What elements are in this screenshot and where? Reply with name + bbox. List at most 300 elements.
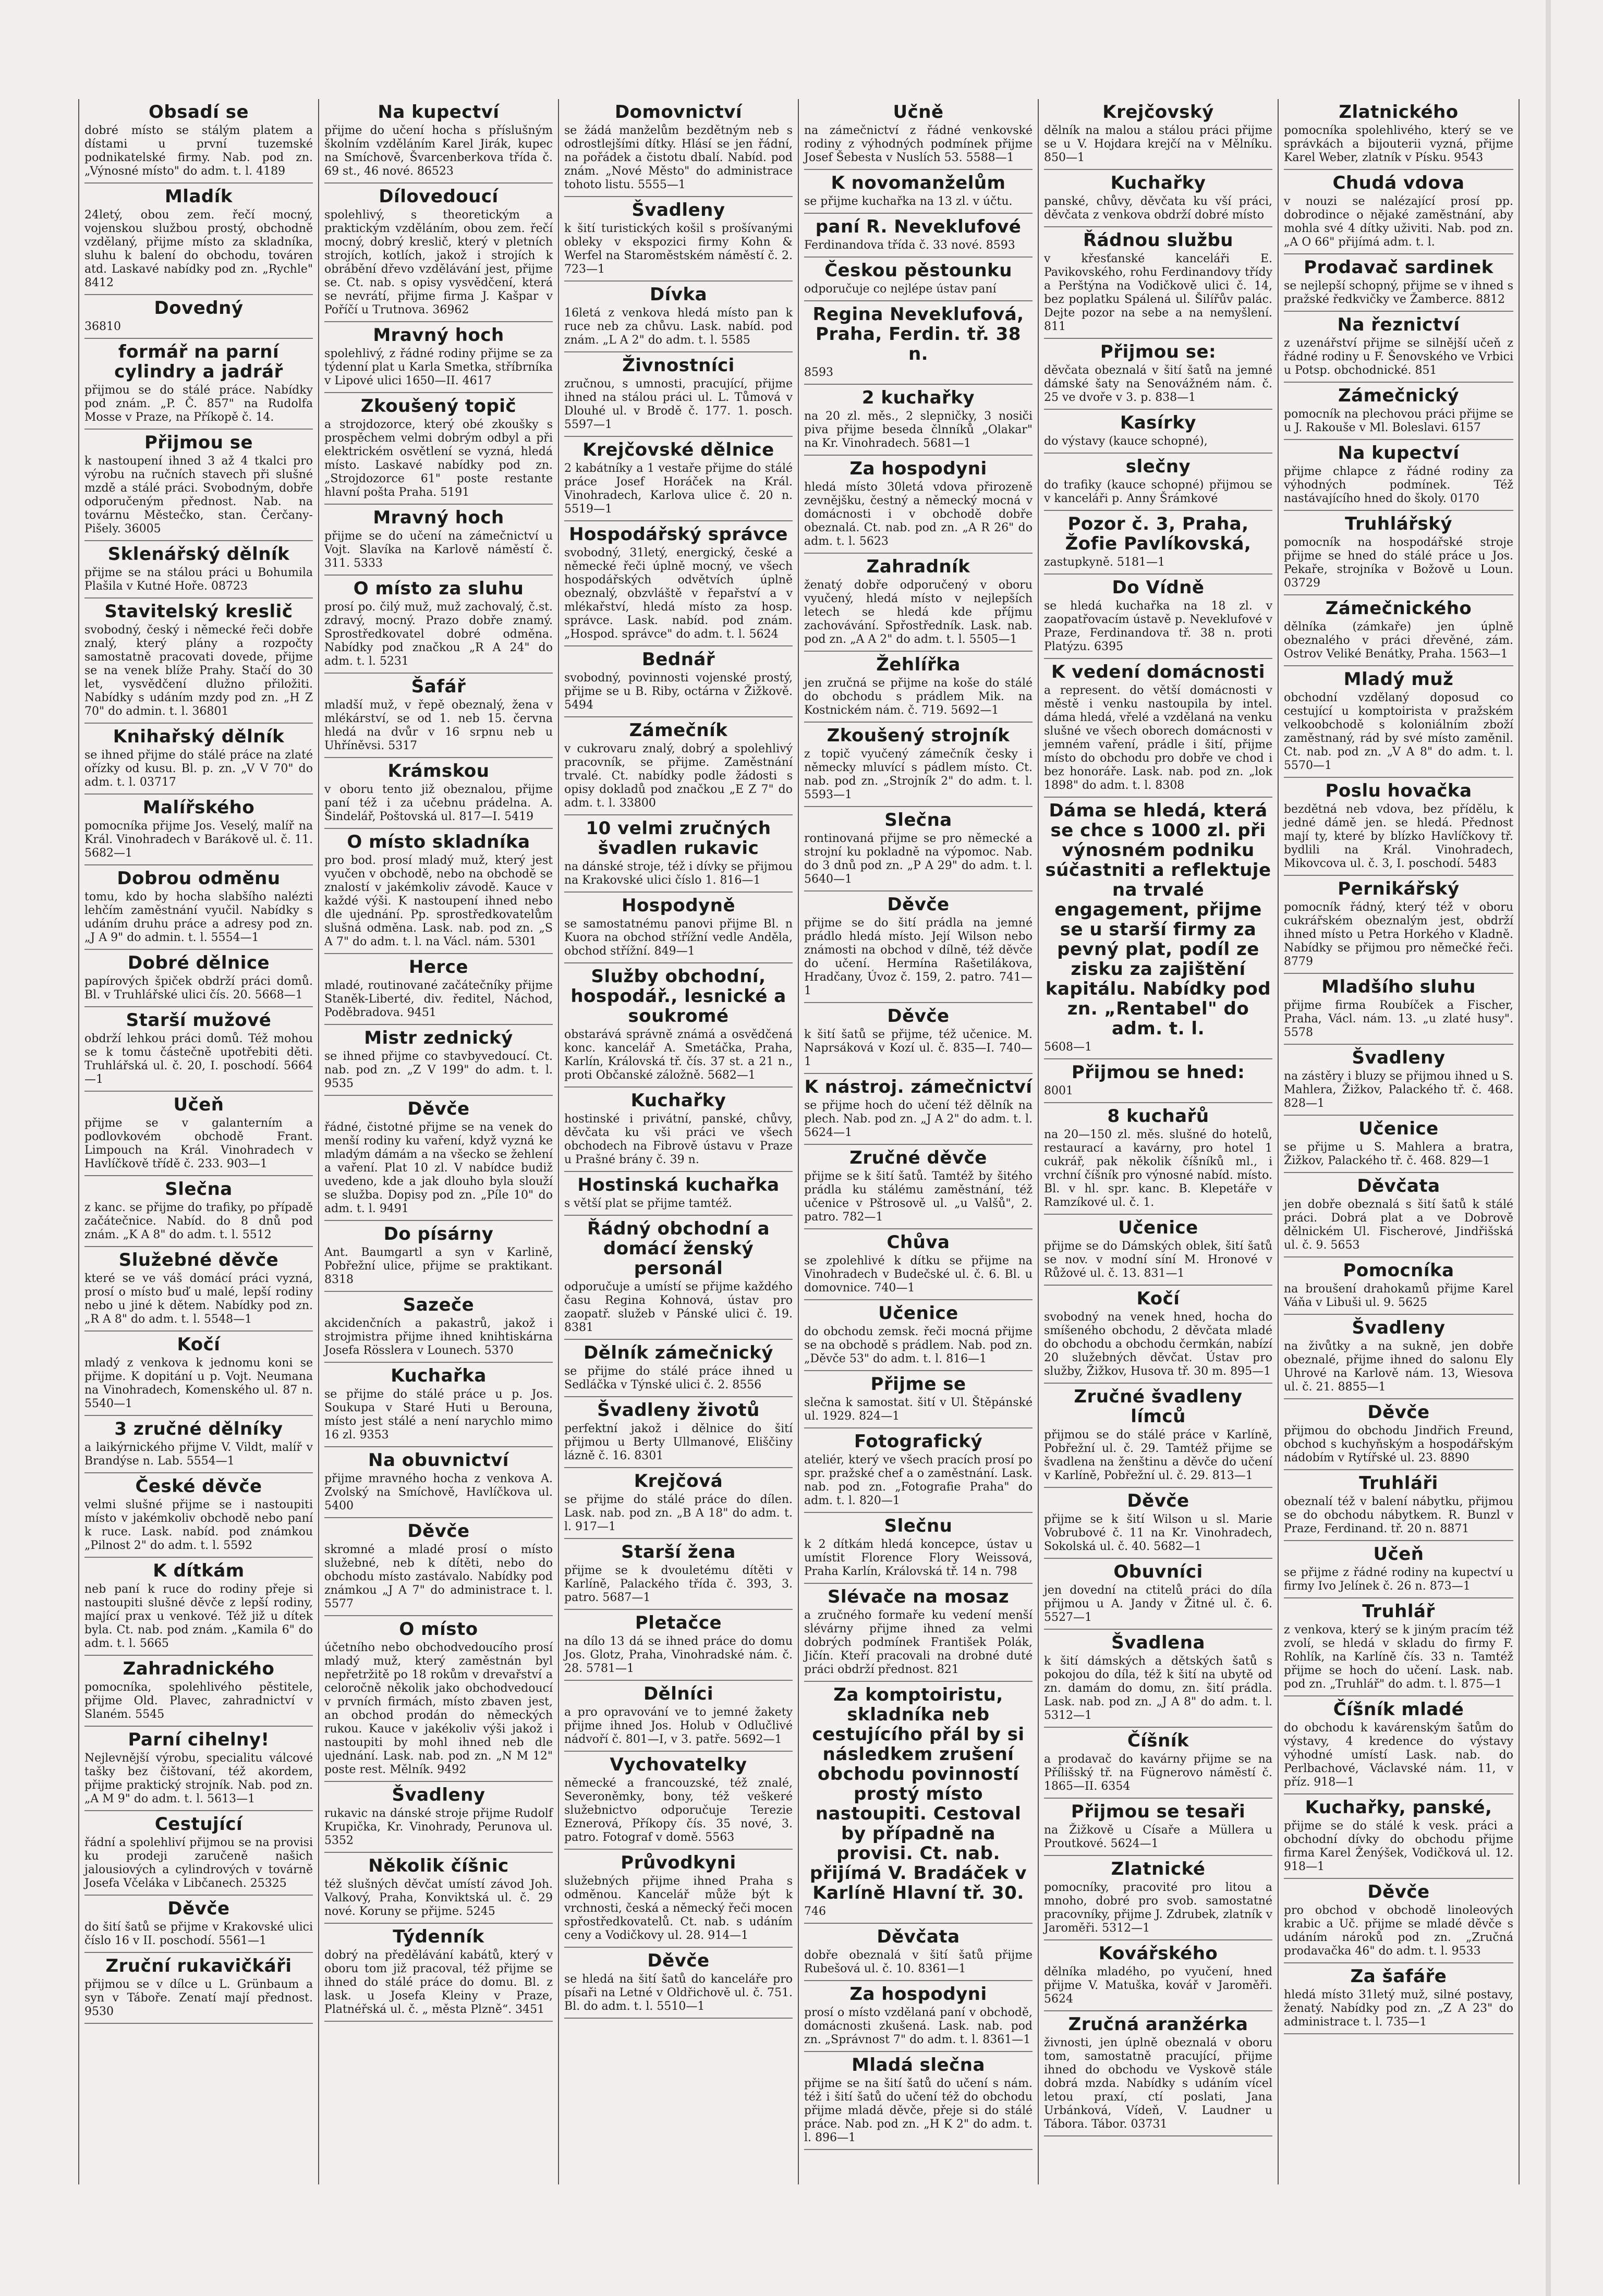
ad-text: Ant. Baumgartl a syn v Karlině, Pobřežní ulice, přijme se praktikant. 8318 bbox=[324, 1246, 553, 1286]
classified-ad bbox=[324, 184, 553, 322]
classified-ad bbox=[564, 1539, 793, 1610]
classified-ad bbox=[1044, 227, 1272, 339]
ad-text: 5608—1 bbox=[1044, 1041, 1092, 1054]
ad-heading: Řádnou službu bbox=[1083, 230, 1233, 251]
ad-text: na broušení drahokamů přijme Karel Váňa v Libuši ul. 9. 5625 bbox=[1284, 1283, 1513, 1309]
ad-text: tomu, kdo by hocha slabšího nalézti lehčím zaměstnání vyučil. Nabídky s udáním druhu práce a adresy pod zn. „J A 9" do admin. t. l. 5554—1 bbox=[84, 890, 313, 944]
classified-ad bbox=[804, 1682, 1033, 1924]
ad-text: akcidenčních a pakastrů, jakož i strojmistra přijme ihned knihtiskárna Josefa Rösslera v Lounech. 5370 bbox=[324, 1317, 553, 1357]
ad-heading: Dáma se hledá, která se chce s 1000 zl. při výnosném podniku súčastniti a reflektuje na trvalé engagement, přijme se u starší firmy za pevný plat, podíl ze zisku za zajištění kapitálu. Nabídky pod zn. „Rentabel" do adm. t. l. bbox=[1045, 800, 1271, 1039]
ad-text: dobrý na předělávání kabátů, který v oboru tom již pracoval, též přijme se ihned do stálé práce do domu. Bl. z lask. u Josefa Kleiny v Praze, Platnéřská ul. č. „ města Plzně“. 3451 bbox=[324, 1949, 553, 2016]
ad-heading: Na kupectví bbox=[378, 102, 500, 123]
ad-heading: Hospodářský správce bbox=[569, 524, 788, 545]
ad-heading: Fotografický bbox=[854, 1431, 983, 1452]
classified-ad bbox=[324, 1363, 553, 1447]
classified-ad bbox=[84, 1092, 313, 1176]
ad-text: na 20 zl. měs., 2 slepničky, 3 nosiči piva přijme beseda člnníků „Olakar" na Kr. Vinohradech. 5681—1 bbox=[804, 410, 1033, 450]
ad-text: se přijme do stálé práce u p. Jos. Soukupa v Staré Huti u Berouna, místo jest stálé a není narychlo mimo 16 zl. 9353 bbox=[324, 1388, 553, 1442]
classified-ad bbox=[324, 758, 553, 829]
ad-text: mladý z venkova k jednomu koni se přijme. K dopitání u p. Vojt. Neumana na Vinohradech, Komenského ul. 87 n. 5540—1 bbox=[84, 1357, 313, 1410]
ad-heading: Hospodyně bbox=[621, 895, 735, 916]
classified-ad bbox=[804, 1513, 1033, 1584]
ad-text: ženatý dobře odporučený v oboru vyučený, hledá místo v nejlepších letech se hledá kde příjmu zachovávání. Spřostředník. Lask. nab. pod zn. „A A 2" do adm. t. l. 5505—1 bbox=[804, 579, 1033, 646]
classified-ad bbox=[1044, 1488, 1272, 1559]
ad-text: služebných přijme ihned Praha s odměnou. Kancelář může být k vrchnosti, česká a německý řeči mocen spřostředkovatelů. Ct. nab. s udáním ceny a Vodičkovy ul. 28. 914—1 bbox=[564, 1875, 793, 1942]
classified-ad bbox=[1284, 1879, 1513, 1963]
ad-heading: Sklenářský dělník bbox=[107, 544, 290, 565]
ad-text: přijme do učení hocha s příslušným školním vzděláním Karel Jirák, kupec na Smíchově, Švarcenberkova třída č. 69 st., 46 nové. 86523 bbox=[324, 124, 553, 178]
classified-ad bbox=[1284, 1963, 1513, 2034]
ad-text: perfektní jakož i dělnice do šití přijmou u Berty Ullmanové, Eliščiny lázně č. 16. 8301 bbox=[564, 1422, 793, 1462]
classified-ad bbox=[804, 1229, 1033, 1300]
ad-text: přijme firma Roubíček a Fischer, Praha, Václ. nám. 13. „u zlaté husy". 5578 bbox=[1284, 999, 1513, 1039]
classified-ad bbox=[564, 1340, 793, 1397]
classified-ad bbox=[564, 893, 793, 963]
classified-ad bbox=[324, 954, 553, 1025]
classified-ad bbox=[804, 2052, 1033, 2150]
ad-text: k šití dámských a dětských šatů s pokojou do díla, též k šití na ubytě od zn. damám do domu, zn. šití prádla. Lask. nab. pod zn. „J A 8" do adm. t. l. 5312—1 bbox=[1044, 1655, 1272, 1722]
ad-heading: Zlatnické bbox=[1111, 1859, 1206, 1879]
ad-text: se přijme hoch do učení též dělník na plech. Nab. pod zn. „J A 2" do adm. t. l. 5624—1 bbox=[804, 1099, 1033, 1139]
ad-heading: Zámečník bbox=[629, 720, 728, 741]
ad-text: přijme se do stálé k vesk. práci a obchodní dívky do obchodu přijme firma Karel Ženýšek, Vodičková ul. 12. 918—1 bbox=[1284, 1819, 1513, 1873]
ad-heading: Zahradnického bbox=[123, 1658, 275, 1679]
ad-text: 2 kabátníky a 1 vestaře přijme do stálé práce Josef Horáček na Král. Vinohradech, Karlova ulice č. 20 n. 5519—1 bbox=[564, 462, 793, 516]
ad-text: dobře obeznalá v šití šatů přijme Rubešová ul. č. 10. 8361—1 bbox=[804, 1949, 1033, 1975]
ad-heading: Zruční rukavičkáři bbox=[105, 1956, 292, 1976]
ad-heading: Švadleny bbox=[392, 1785, 485, 1805]
classified-ad bbox=[324, 1221, 553, 1292]
ad-text: z topič vyučený zámečník česky i německy mluvící s pádlem místo. Ct. nab. pod zn. „Strojník 2" do adm. t. l. 5593—1 bbox=[804, 748, 1033, 801]
ad-text: přijmou se do stálé práce v Karlíně, Pobřežní ul. č. 29. Tamtéž přijme se švadlena na ženštinu a děvče do učení v Karlíně, Pobřežní ul. č. 29. 813—1 bbox=[1044, 1428, 1272, 1482]
classified-ad bbox=[564, 521, 793, 646]
classified-ad bbox=[1284, 876, 1513, 974]
ad-text: panské, chůvy, děvčata ku vší práci, děvčata z venkova obdrží dobré místo bbox=[1044, 195, 1272, 222]
classified-ad bbox=[84, 295, 313, 339]
ad-heading: Obsadí se bbox=[148, 102, 249, 123]
classified-ad bbox=[564, 1468, 793, 1539]
classified-ad bbox=[564, 282, 793, 352]
newspaper-page bbox=[78, 99, 1520, 2184]
ad-text: se hledá na šití šatů do kanceláře pro písaři na Letné v Oldřichově ul. č. 751. Bl. do adm. t. l. 5510—1 bbox=[564, 1973, 793, 2013]
ad-text: přijme se do Dámských oblek, šití šatů se nov. v modní síní M. Hronové v Růžové ul. č. 13. 831—1 bbox=[1044, 1240, 1272, 1280]
classified-ad bbox=[84, 1473, 313, 1558]
ad-heading: Zámečnický bbox=[1338, 385, 1460, 406]
ad-text: pomocník na hospodářské stroje přijme se hned do stálé práce u Jos. Pekaře, strojníka v Božově u Loun. 03729 bbox=[1284, 536, 1513, 590]
ad-text: přijme se k šití Wilson u sl. Marie Vobrubové č. 11 na Kr. Vinohradech, Sokolská ul. č. 40. 5682—1 bbox=[1044, 1513, 1272, 1553]
ad-heading: Slévače na mosaz bbox=[827, 1586, 1010, 1607]
ad-text: pomocníka spolehlivého, který se ve správkách a bijouterii vyzná, přijme Karel Weber, zlatník v Písku. 9543 bbox=[1284, 124, 1513, 164]
ad-heading: Stavitelský kreslič bbox=[104, 601, 293, 622]
classified-ad bbox=[564, 1216, 793, 1340]
classified-ad bbox=[1044, 1940, 1272, 2011]
classified-ad bbox=[1284, 1399, 1513, 1470]
ad-heading: Pozor č. 3, Praha, Žofie Pavlíkovská, bbox=[1065, 514, 1252, 554]
classified-ad bbox=[564, 646, 793, 717]
classified-ad bbox=[84, 795, 313, 865]
ad-text: přijmou do obchodu Jindřich Freund, obchod s kuchyňským a hospodářským nádobím v Rytířské ul. 23. 8890 bbox=[1284, 1424, 1513, 1464]
classified-ad bbox=[1044, 798, 1272, 1059]
classified-ad bbox=[84, 1727, 313, 1811]
classified-ad bbox=[84, 1896, 313, 1953]
ad-heading: Švadleny bbox=[1352, 1317, 1446, 1338]
classified-ad bbox=[1044, 1059, 1272, 1103]
ad-heading: Chůva bbox=[886, 1232, 950, 1253]
ad-text: se ihned přijme do stálé práce na zlaté ořízky od kusu. Bl. p. zn. „V V 70" do adm. t. l. 03717 bbox=[84, 749, 313, 789]
classified-ad bbox=[804, 652, 1033, 723]
ad-text: do výstavy (kauce schopné), bbox=[1044, 435, 1208, 448]
classified-ad bbox=[84, 99, 313, 184]
classified-ad bbox=[1284, 1470, 1513, 1541]
ad-heading: Poslu hovačka bbox=[1325, 780, 1472, 801]
ad-heading: Učeň bbox=[1373, 1544, 1424, 1565]
ad-text: obchodní vzdělaný doposud co cestující u komptoirista v pražském velkoobchodě s koloniálním zboží zaměstnaný, rád by své místo zaměnil. Ct. nab. pod zn. „V A 8" do adm. t. l. 5570—1 bbox=[1284, 691, 1513, 772]
classified-ad bbox=[84, 1007, 313, 1092]
ad-heading: Cestující bbox=[154, 1814, 243, 1835]
ad-text: se přijme u S. Mahlera a bratra, Žižkov, Palackého tř. č. 468. 829—1 bbox=[1284, 1141, 1513, 1167]
ad-heading: Dělník zámečnický bbox=[584, 1342, 773, 1363]
ad-text: jen zručná se přijme na koše do stálé do obchodu s prádlem Mik. na Kostnickém nám. č. 719. 5692—1 bbox=[804, 677, 1033, 717]
ad-heading: Na kupectví bbox=[1338, 443, 1460, 463]
ad-text: účetního nebo obchodvedoucího prosí mladý muž, který zaměstnán byl nepřetržitě po 18 rokům v drevařství a celoročně několik jako obchodvedoucí v prvních firmách, místo zbaven jest, an obchod prodán do německých rukou. Kauce v jakékoliv výši jakož i nastoupiti by mohl ihned neb dle ujednání. Lask. nab. pod zn. „N M 12" poste rest. Mělník. 9492 bbox=[324, 1641, 553, 1776]
classified-ad bbox=[324, 99, 553, 184]
ad-heading: Přijmou se hned: bbox=[1071, 1062, 1245, 1083]
ad-heading: Učenice bbox=[1118, 1217, 1198, 1238]
classified-ad bbox=[1284, 1794, 1513, 1879]
ad-text: obdrží lehkou práci domů. Též mohou se k tomu částečně upotřebiti děti. Truhlářská ul. č. 20, I. poschodí. 5664—1 bbox=[84, 1032, 313, 1086]
classified-ad bbox=[564, 1850, 793, 1948]
ad-heading: Chudá vdova bbox=[1332, 173, 1465, 193]
ad-text: a pro opravování ve to jemné žakety přijme ihned Jos. Holub v Odlučlivé nádvoří č. 801—I, v 3. patře. 5692—1 bbox=[564, 1706, 793, 1746]
classified-ad bbox=[324, 505, 553, 576]
ad-heading: Služebné děvče bbox=[118, 1250, 279, 1271]
ad-heading: Krejčová bbox=[634, 1471, 723, 1492]
ad-heading: Švadleny životů bbox=[597, 1400, 760, 1421]
ad-text: též slušných děvčat umístí závod Joh. Valkový, Praha, Konviktská ul. č. 29 nové. Koruny se přijme. 5245 bbox=[324, 1878, 553, 1918]
classified-ad bbox=[804, 258, 1033, 301]
ad-text: dělník na malou a stálou práci přijme se u V. Hojdara krejčí na v Mělníku. 850—1 bbox=[1044, 124, 1272, 164]
ad-text: řádné, čistotné přijme se na venek do menší rodiny ku vaření, když vyzná ke mladým dámám a na všecko se žehlení a vaření. Plat 10 zl. V nabídce budiž uvedeno, kde a jak dlouho byla slouží se služba. Dopisy pod zn. „Píle 10" do adm. t. l. 9491 bbox=[324, 1121, 553, 1215]
ad-heading: Přijme se bbox=[870, 1374, 966, 1395]
ad-text: se zpolehlivé k dítku se přijme na Vinohradech v Budečské ul. č. 6. Bl. u domovnice. 740—1 bbox=[804, 1254, 1033, 1294]
classified-ad bbox=[1284, 1541, 1513, 1598]
ad-text: velmi slušné přijme se i nastoupiti místo v jakémkoliv obchodě nebo paní k ruce. Lask. nabíd. pod známkou „Pilnost 2" do adm. t. l. 5592 bbox=[84, 1498, 313, 1552]
ad-heading: Dívka bbox=[649, 284, 708, 305]
classified-ad bbox=[84, 1332, 313, 1416]
ad-heading: Zručné švadleny límců bbox=[1074, 1386, 1243, 1427]
ad-heading: slečny bbox=[1125, 456, 1191, 477]
ad-heading: Zkoušený strojník bbox=[827, 725, 1010, 746]
ad-text: a strojdozorce, který obé zkoušky s prospěchem velmi dobrým odbyl a při elektrickém osvětlení se vyzná, hledá místo. Laskavé nabídky pod zn. „Strojdozorce 61" poste restante hlavní pošta Praha. 5191 bbox=[324, 418, 553, 499]
ad-heading: Kuchařka bbox=[391, 1365, 487, 1386]
classified-column bbox=[79, 99, 319, 2184]
ad-heading: Kočí bbox=[1136, 1288, 1180, 1309]
ad-text: v křesťanské kanceláři E. Pavikovského, rohu Ferdinandovy třídy a Perštýna na Vodičkově ulici č. 14, bez poplatku Spálená ul. Šilířův palác. Dejte pozor na sebe a na nemyšlení. 811 bbox=[1044, 252, 1272, 333]
classified-ad bbox=[84, 599, 313, 724]
classified-ad bbox=[1044, 1384, 1272, 1488]
ad-text: neb paní k ruce do rodiny přeje si nastoupiti slušné děvče z lepší rodiny, mající prax u venkové. Též již u dítek byla. Ct. nab. pod znám. „Kamila 6" do adm. t. l. 5665 bbox=[84, 1583, 313, 1650]
classified-ad bbox=[564, 1088, 793, 1172]
ad-heading: Zlatnického bbox=[1339, 102, 1459, 123]
ad-heading: Učně bbox=[893, 102, 944, 123]
ad-text: k šití šatů se přijme, též učenice. M. Naprsáková v Kozí ul. č. 835—I. 740—1 bbox=[804, 1028, 1033, 1068]
ad-heading: K nástroj. zámečnictví bbox=[804, 1077, 1033, 1097]
ad-heading: Mladý muž bbox=[1343, 669, 1454, 690]
ad-text: bezdětná neb vdova, bez přídělu, k jedné dámě jen. se hledá. Přednost mají ty, které by blízko Havlíčkovy tř. bydlili na Král. Vinohradech, Mikovcova ul. č. 3, I. poschodí. 5483 bbox=[1284, 803, 1513, 870]
classified-ad bbox=[1284, 1315, 1513, 1399]
ad-text: 24letý, obou zem. řečí mocný, vojenskou službou prostý, obchodně vzdělaný, přijme místo za skladníka, sluhu k balení do obchodu, továren atd. Laskavé nabídky pod zn. „Rychle" 8412 bbox=[84, 209, 313, 289]
ad-heading: Českou pěstounku bbox=[824, 260, 1012, 281]
ad-heading: K vedení domácnosti bbox=[1051, 662, 1265, 682]
ad-text: do šití šatů se přijme v Krakovské ulici číslo 16 v II. poschodí. 5561—1 bbox=[84, 1921, 313, 1947]
ad-text: svobodný, povinnosti vojenské prostý, přijme se u B. Riby, octárna v Žižkově. 5494 bbox=[564, 671, 793, 712]
ad-text: přijmou se do stálé práce. Nabídky pod znám. „P. Č. 857" na Rudolfa Mosse v Praze, na Příkopě č. 14. bbox=[84, 384, 313, 424]
ad-text: prosí po. čilý muž, muž zachovalý, č.st. zdravý, mocný. Prazo dobře znamý. Sprostředkovatel dobré odměna. Nabídky pod značkou „R A 24" do adm. t. l. 5231 bbox=[324, 601, 553, 668]
classified-ad bbox=[804, 1428, 1033, 1513]
classified-ad bbox=[804, 1584, 1033, 1682]
ad-text: se přijme do stálé práce do dílen. Lask. nab. pod zn. „B A 18" do adm. t. l. 917—1 bbox=[564, 1493, 793, 1533]
ad-text: obeznalí též v balení nábytku, přijmou se do obchodu nábytkem. R. Bunzl v Praze, Ferdinand. tř. 20 n. 8871 bbox=[1284, 1495, 1513, 1535]
classified-ad bbox=[324, 1518, 553, 1616]
ad-text: pomocníky, pracovité pro litou a mnoho, dobré pro svob. samostatné pracovníky, přijme J. Zdrubek, zlatník v Jaroměři. 5312—1 bbox=[1044, 1881, 1272, 1935]
classified-ad bbox=[324, 1292, 553, 1363]
ad-heading: Prodavač sardinek bbox=[1304, 257, 1493, 278]
classified-ad bbox=[324, 1782, 553, 1853]
ad-text: k nastoupení ihned 3 až 4 tkalci pro výrobu na ručních stavech při slušné mzdě a stálé práci. Svobodným, dobře odporučeným přednost. Nab. na továrnu Městečko, stan. Čerčany-Pišely. 36005 bbox=[84, 455, 313, 535]
ad-heading: Starší mužové bbox=[126, 1010, 272, 1031]
ad-text: 8001 bbox=[1044, 1084, 1073, 1097]
ad-heading: Děvče bbox=[167, 1898, 230, 1919]
classified-ad bbox=[564, 717, 793, 815]
ad-heading: Za šafáře bbox=[1350, 1966, 1447, 1987]
classified-ad bbox=[1284, 974, 1513, 1045]
classified-ad bbox=[1284, 1257, 1513, 1315]
ad-heading: Několik číšnic bbox=[368, 1855, 509, 1876]
ad-heading: Vychovatelky bbox=[610, 1754, 747, 1775]
ad-heading: Truhláři bbox=[1359, 1473, 1438, 1494]
ad-heading: Pernikářský bbox=[1338, 878, 1460, 899]
classified-ad bbox=[564, 1681, 793, 1752]
classified-ad bbox=[804, 456, 1033, 554]
ad-text: obstarává správně známá a osvědčená konc. kancelář A. Smetáčka, Praha, Karlín, Královská tř. čís. 37 st. a 21 n., proti Občanské záložně. 5682—1 bbox=[564, 1028, 793, 1082]
ad-heading: Do Vídně bbox=[1112, 577, 1205, 598]
classified-ad bbox=[1284, 1173, 1513, 1257]
classified-ad bbox=[804, 99, 1033, 170]
classified-ad bbox=[1044, 410, 1272, 454]
classified-ad bbox=[324, 1853, 553, 1924]
ad-heading: Zámečnického bbox=[1325, 598, 1472, 619]
ad-text: zručnou, s umnosti, pracující, přijme ihned na stálou práci ul. L. Tůmová v Dlouhé ul. v Brodě č. 177. 1. posch. 5597—1 bbox=[564, 377, 793, 431]
classified-ad bbox=[324, 1096, 553, 1221]
ad-text: živnosti, jen úplně obeznalá v oboru tom, samostatně pracující, přijme ihned do obchodu ve Vyskově stále dobrá mzda. Nabídky s udáním vícel letou praxí, ctí poslati, Jana Urbánková, Vídeň, V. Laudner u Tábora. Tábor. 03731 bbox=[1044, 2036, 1272, 2131]
classified-ad bbox=[804, 385, 1033, 456]
classified-ad bbox=[1284, 1696, 1513, 1794]
ad-heading: Děvče bbox=[407, 1098, 470, 1119]
classified-ad bbox=[564, 437, 793, 521]
classified-ad bbox=[84, 430, 313, 541]
ad-text: 16letá z venkova hledá místo pan k ruce neb za chůvu. Lask. nabíd. pod znám. „L A 2" do adm. t. l. 5585 bbox=[564, 307, 793, 347]
ad-text: v oboru tento již obeznalou, přijme paní též i za učebnu prádelna. A. Šindelář, Poštovská ul. 817—I. 5419 bbox=[324, 783, 553, 823]
ad-text: německé a francouzské, též znalé, Severoněmky, bony, též veškeré služebnictvo odporučuje Terezie Eznerová, Příkopy čís. 35 nové, 3. patro. Fotograf v domě. 5563 bbox=[564, 1777, 793, 1844]
ad-text: hledá místo 31letý muž, silné postavy, ženatý. Nabídky pod zn. „Z A 23" do administrace t. l. 735—1 bbox=[1284, 1988, 1513, 2029]
ad-text: mladé, routinované začátečníky přijme Staněk-Liberté, div. ředitel, Náchod, Poděbradova. 9451 bbox=[324, 979, 553, 1019]
ad-heading: Učenice bbox=[1358, 1118, 1439, 1139]
ad-heading: Zahradník bbox=[866, 556, 970, 577]
ad-heading: Do písárny bbox=[383, 1224, 494, 1244]
ad-text: pro obchod v obchodě linoleových krabic a Uč. přijme se mladé děvče s udáním nároků pod zn. „Zručná prodavačka 46" do adm. t. l. 9533 bbox=[1284, 1904, 1513, 1958]
ad-heading: Kuchařky bbox=[630, 1090, 726, 1111]
ad-text: na dílo 13 dá se ihned práce do domu Jos. Glotz, Praha, Vinohradské nám. č. 28. 5781—1 bbox=[564, 1635, 793, 1675]
ad-text: zastupkyně. 5181—1 bbox=[1044, 556, 1165, 569]
classified-column bbox=[799, 99, 1039, 2184]
ad-heading: Průvodkyni bbox=[621, 1852, 736, 1873]
ad-heading: Dílovedoucí bbox=[379, 186, 499, 207]
ad-text: pro bod. prosí mladý muž, který jest vyučen v obchodě, nebo na obchodě se znalostí v jakémkoliv závodě. Kauce v každé výši. K nastoupení ihned nebo dle ujednání. Pp. sprostředkovatelům slušná odměna. Lask. nab. pod zn. „S A 7" do adm. t. l. na Václ. nám. 5301 bbox=[324, 854, 553, 948]
classified-ad bbox=[564, 815, 793, 893]
ad-text: Ferdinandova třída č. 33 nové. 8593 bbox=[804, 239, 1015, 252]
classified-ad bbox=[804, 214, 1033, 258]
ad-text: se přijme kuchařka na 13 zl. v účtu. bbox=[804, 195, 1013, 208]
classified-ad bbox=[324, 576, 553, 674]
ad-text: na zámečnictví z řádné venkovské rodiny z výhodných podmínek přijme Josef Šebesta v Nuslích 53. 5588—1 bbox=[804, 124, 1033, 164]
ad-text: dělníka (zámkaře) jen úplně obeznalého v práci dřevěné, zám. Ostrov Veliké Benátky, Praha. 1563—1 bbox=[1284, 620, 1513, 661]
ad-text: pomocník řádný, který též v oboru cukrářském obeznalým jest, obdrží ihned místo u Petra Horkého v Kladně. Nabídky se přijmou pro němečké řeči. 8779 bbox=[1284, 901, 1513, 968]
ad-text: v nouzi se nalézající prosí pp. dobrodince o nějaké zaměstnání, aby mohla své 4 dítky uživiti. Nab. pod zn. „A O 66" přijímá adm. t. l. bbox=[1284, 195, 1513, 249]
ad-heading: Pomocníka bbox=[1343, 1260, 1454, 1281]
ad-text: prosí o místo vzdělaná paní v obchodě, domácnosti zkušená. Lask. nab. pod zn. „Správnost 7" do adm. t. l. 8361—1 bbox=[804, 2006, 1033, 2046]
ad-text: z kanc. se přijme do trafiky, po případě začátečnice. Nabíd. do 8 dnů pod znám. „K A 8" do adm. t. l. 5512 bbox=[84, 1201, 313, 1241]
ad-text: spolehlivý, s theoretickým a praktickým vzděláním, obou zem. řečí mocný, dobrý kreslič, který v pletních strojích, kotlích, jakož i strojích k obrábění dřevo vzdělávání jest, přijme se. Ct. nab. s opisy vysvědčení, která se nevrátí, přijme firma J. Kašpar v Poříčí u Trutnova. 36962 bbox=[324, 209, 553, 316]
ad-heading: Mladšího sluhu bbox=[1321, 976, 1476, 997]
classified-ad bbox=[564, 197, 793, 282]
ad-text: z uzenářství přijme se silnější učeň z řádné rodiny u F. Šenovského ve Vrbici u Potsp. obchodnické. 851 bbox=[1284, 337, 1513, 377]
ad-text: se samostatnému panovi přijme Bl. n Kuora na obchod střížní vedle Anděla, obchod střížní. 849—1 bbox=[564, 918, 793, 958]
ad-text: skromné a mladé prosí o místo služebné, neb k dítěti, nebo do obchodu místo zastávalo. Nabídky pod známkou „J A 7" do administrace t. l. 5577 bbox=[324, 1543, 553, 1610]
ad-heading: Dobrou odměnu bbox=[117, 868, 281, 889]
classified-ad bbox=[564, 1397, 793, 1468]
ad-text: se hledá kuchařka na 18 zl. v zaopatřovacím ústavě p. Neveklufové v Praze, Ferdinandova tř. 38 n. proti Platýzu. 6395 bbox=[1044, 600, 1272, 653]
ad-text: z venkova, který se k jiným pracím též zvolí, se hledá v skladu do firmy F. Rohlík, na Karlíně čís. 33 n. Tamtéž přijme se hoch do učení. Lask. nab. pod zn. „Truhlář" do adm. t. l. 875—1 bbox=[1284, 1623, 1513, 1691]
ad-heading: Regina Neveklufová, Praha, Ferdin. tř. 38 n. bbox=[812, 304, 1024, 364]
classified-ad bbox=[84, 1176, 313, 1247]
classified-ad bbox=[804, 1924, 1033, 1981]
classified-ad bbox=[804, 301, 1033, 385]
ad-heading: Děvče bbox=[887, 1006, 950, 1027]
classified-ad bbox=[84, 1811, 313, 1896]
ad-text: svobodný, český i německé řeči dobře znalý, který plány a rozpočty samostatně pracovati dovede, přijme se na venek blíže Prahy. Stačí do 30 let, vysvědčení dlužno přiložiti. Nabídky s udáním mzdy pod zn. „H Z 70" do admin. t. l. 36801 bbox=[84, 624, 313, 718]
ad-text: papírových špiček obdrží práci domů. Bl. v Truhlářské ulici čís. 20. 5668—1 bbox=[84, 975, 313, 1002]
ad-heading: Na řeznictví bbox=[1337, 314, 1460, 335]
classified-ad bbox=[84, 1247, 313, 1332]
ad-heading: Mistr zednický bbox=[364, 1028, 513, 1048]
ad-text: se nejlepší schopný, přijme se v ihned s pražské ředkvičky ve Žamberce. 8812 bbox=[1284, 279, 1513, 306]
ad-text: k šití turistických košil s prošívanými obleky v ekspozici firmy Kohn & Werfel na Staroměstském náměstí č. 2. 723—1 bbox=[564, 222, 793, 276]
ad-heading: Švadleny bbox=[632, 200, 725, 221]
ad-heading: Obuvníci bbox=[1113, 1561, 1203, 1582]
ad-text: přijme se v galanterním a podlovkovém obchodě Frant. Limpouch na Král. Vinohradech v Havlíčkově třídě č. 233. 903—1 bbox=[84, 1117, 313, 1170]
ad-text: do trafiky (kauce schopné) přijmou se v kanceláři p. Anny Šrámkové bbox=[1044, 479, 1272, 505]
ad-text: děvčata obeznalá v šití šatů na jemné dámské šaty na Senovážném nám. č. 25 ve dvoře v 3. p. 838—1 bbox=[1044, 364, 1272, 404]
classified-ad bbox=[84, 724, 313, 795]
ad-text: a represent. do větší domácnosti v městě i venku nastoupila by intel. dáma hledá, vřelé a vzdělaná na venku slušné ve všech oborech domácnosti v jemném vaření, prádle i šití, přijme místo do obchodu pro dobře ve chod i bez honoráře. Lask. nab. pod zn. „lok 1898" do adm. t. l. 8308 bbox=[1044, 684, 1272, 792]
ad-text: do obchodu zemsk. řeči mocná přijme se na obchodě s prádlem. Nab. pod zn. „Děvče 53" do adm. t. l. 816—1 bbox=[804, 1325, 1033, 1365]
ad-heading: 8 kuchařů bbox=[1107, 1106, 1209, 1127]
ad-heading: O místo bbox=[399, 1619, 478, 1640]
ad-heading: Děvče bbox=[1367, 1882, 1430, 1902]
ad-heading: Přijmou se: bbox=[1100, 341, 1217, 362]
classified-ad bbox=[324, 1025, 553, 1096]
classified-ad bbox=[1044, 339, 1272, 410]
ad-heading: Parní cihelny! bbox=[128, 1729, 270, 1750]
ad-heading: Živnostníci bbox=[622, 355, 735, 376]
classified-ad bbox=[1044, 1559, 1272, 1630]
ad-text: na Žižkově u Císaře a Müllera u Proutkové. 5624—1 bbox=[1044, 1824, 1272, 1850]
ad-heading: Děvče bbox=[1367, 1402, 1430, 1423]
ad-heading: Starší žena bbox=[621, 1542, 736, 1562]
ad-text: pomocníka přijme Jos. Veselý, malíř na Král. Vinohradech v Barákově ul. č. 11. 5682—1 bbox=[84, 820, 313, 860]
ad-heading: Krámskou bbox=[387, 761, 490, 781]
classified-ad bbox=[324, 1447, 553, 1518]
classified-ad bbox=[1044, 511, 1272, 575]
ad-text: do obchodu k kavárenským šatům do výstavy, 4 kredence do výstavy výhodné umístí Lask. nab. do Perlbachové, Václavské nám. 11, v příz. 918—1 bbox=[1284, 1721, 1513, 1789]
classified-ad bbox=[1044, 1799, 1272, 1856]
classified-ad bbox=[1044, 1103, 1272, 1215]
ad-heading: Číšník bbox=[1127, 1730, 1189, 1751]
ad-text: řádní a spolehliví přijmou se na provisi ku prodeji zaručeně našich jalousiových a cylindrových v továrně Josefa Včeláka v Libčanech. 25325 bbox=[84, 1836, 313, 1890]
ad-heading: 10 velmi zručných švadlen rukavic bbox=[586, 818, 771, 859]
ad-text: dobré místo se stálým platem a dístami u první tuzemské podnikatelské firmy. Nab. pod zn. „Výnosné místo" do adm. t. l. 4189 bbox=[84, 124, 313, 178]
classified-ad bbox=[804, 723, 1033, 807]
ad-text: přijmou se v dílce u L. Grünbaum a syn v Táboře. Zenatí mají přednost. 9530 bbox=[84, 1978, 313, 2018]
ad-text: hostinské i privátní, panské, chůvy, děvčata ku vši práci ve všech obchodech na Fibrově ústavu v Praze u Prašné brány č. 39 n. bbox=[564, 1113, 793, 1166]
ad-text: na zástěry i bluzy se přijmou ihned u S. Mahlera, Žižkov, Palackého tř. č. 468. 828—1 bbox=[1284, 1070, 1513, 1110]
ad-heading: Herce bbox=[409, 957, 468, 978]
classified-ad bbox=[1284, 778, 1513, 876]
ad-heading: Dobré dělnice bbox=[127, 952, 270, 973]
classified-ad bbox=[84, 184, 313, 295]
ad-heading: O místo skladníka bbox=[347, 832, 530, 852]
ad-heading: K dítkám bbox=[153, 1560, 245, 1581]
ad-text: dělníka mladého, po vyučení, hned přijme V. Matuška, kovář v Jaroměři. 5624 bbox=[1044, 1965, 1272, 2006]
ad-text: se ihned přijme co stavbyvedoucí. Ct. nab. pod zn. „Z V 199" do adm. t. l. 9535 bbox=[324, 1050, 553, 1090]
classified-ad bbox=[324, 322, 553, 393]
ad-text: mladší muž, v řepě obeznalý, žena v mlékárství, se od 1. neb 15. června hledá na dvůr v 16 srpnu neb u Uhříněvsi. 5317 bbox=[324, 699, 553, 752]
ad-text: pomocník na plechovou práci přijme se u J. Rakouše v Ml. Boleslavi. 6157 bbox=[1284, 408, 1513, 434]
ad-heading: Šafář bbox=[411, 676, 466, 697]
ad-text: přijme se do učení na zámečnictví u Vojt. Slavíka na Karlově náměstí č. 311. 5333 bbox=[324, 530, 553, 570]
ad-heading: Mravný hoch bbox=[373, 325, 504, 346]
classified-ad bbox=[564, 1610, 793, 1681]
classified-ad bbox=[1284, 99, 1513, 170]
ad-heading: Slečna bbox=[884, 810, 952, 831]
ad-heading: Přijmou se bbox=[144, 432, 253, 453]
ad-text: odporučuje a umístí se přijme každého času Regina Kohnová, ústav pro zaopatř. služeb v Pánské ulici č. 19. 8381 bbox=[564, 1280, 793, 1334]
ad-heading: Mravný hoch bbox=[373, 507, 504, 528]
classified-ad bbox=[324, 1924, 553, 2022]
ad-text: přijme mravného hocha z venkova A. Zvolský na Smíchově, Havlíčkova ul. 5400 bbox=[324, 1472, 553, 1512]
ad-heading: Švadleny bbox=[1352, 1047, 1446, 1068]
ad-heading: Truhlářský bbox=[1344, 514, 1452, 534]
classified-ad bbox=[804, 807, 1033, 891]
ad-heading: Zručné děvče bbox=[849, 1147, 987, 1168]
ad-heading: Děvčata bbox=[877, 1926, 960, 1947]
classified-column bbox=[559, 99, 799, 2184]
ad-heading: Na obuvnictví bbox=[368, 1450, 509, 1471]
ad-text: rontinovaná přijme se pro německé a strojní ku pokladně na výpomoc. Nab. do 3 dnů pod zn. „P A 29" do adm. t. l. 5640—1 bbox=[804, 832, 1033, 886]
ad-text: Nejlevnější výrobu, specialitu válcové tašky bez čištovaní, též akordem, přijme praktický strojník. Nab. pod zn. „A M 9" do adm. t. l. 5613—1 bbox=[84, 1752, 313, 1805]
classified-ad bbox=[84, 1416, 313, 1473]
classified-ad bbox=[1284, 170, 1513, 254]
